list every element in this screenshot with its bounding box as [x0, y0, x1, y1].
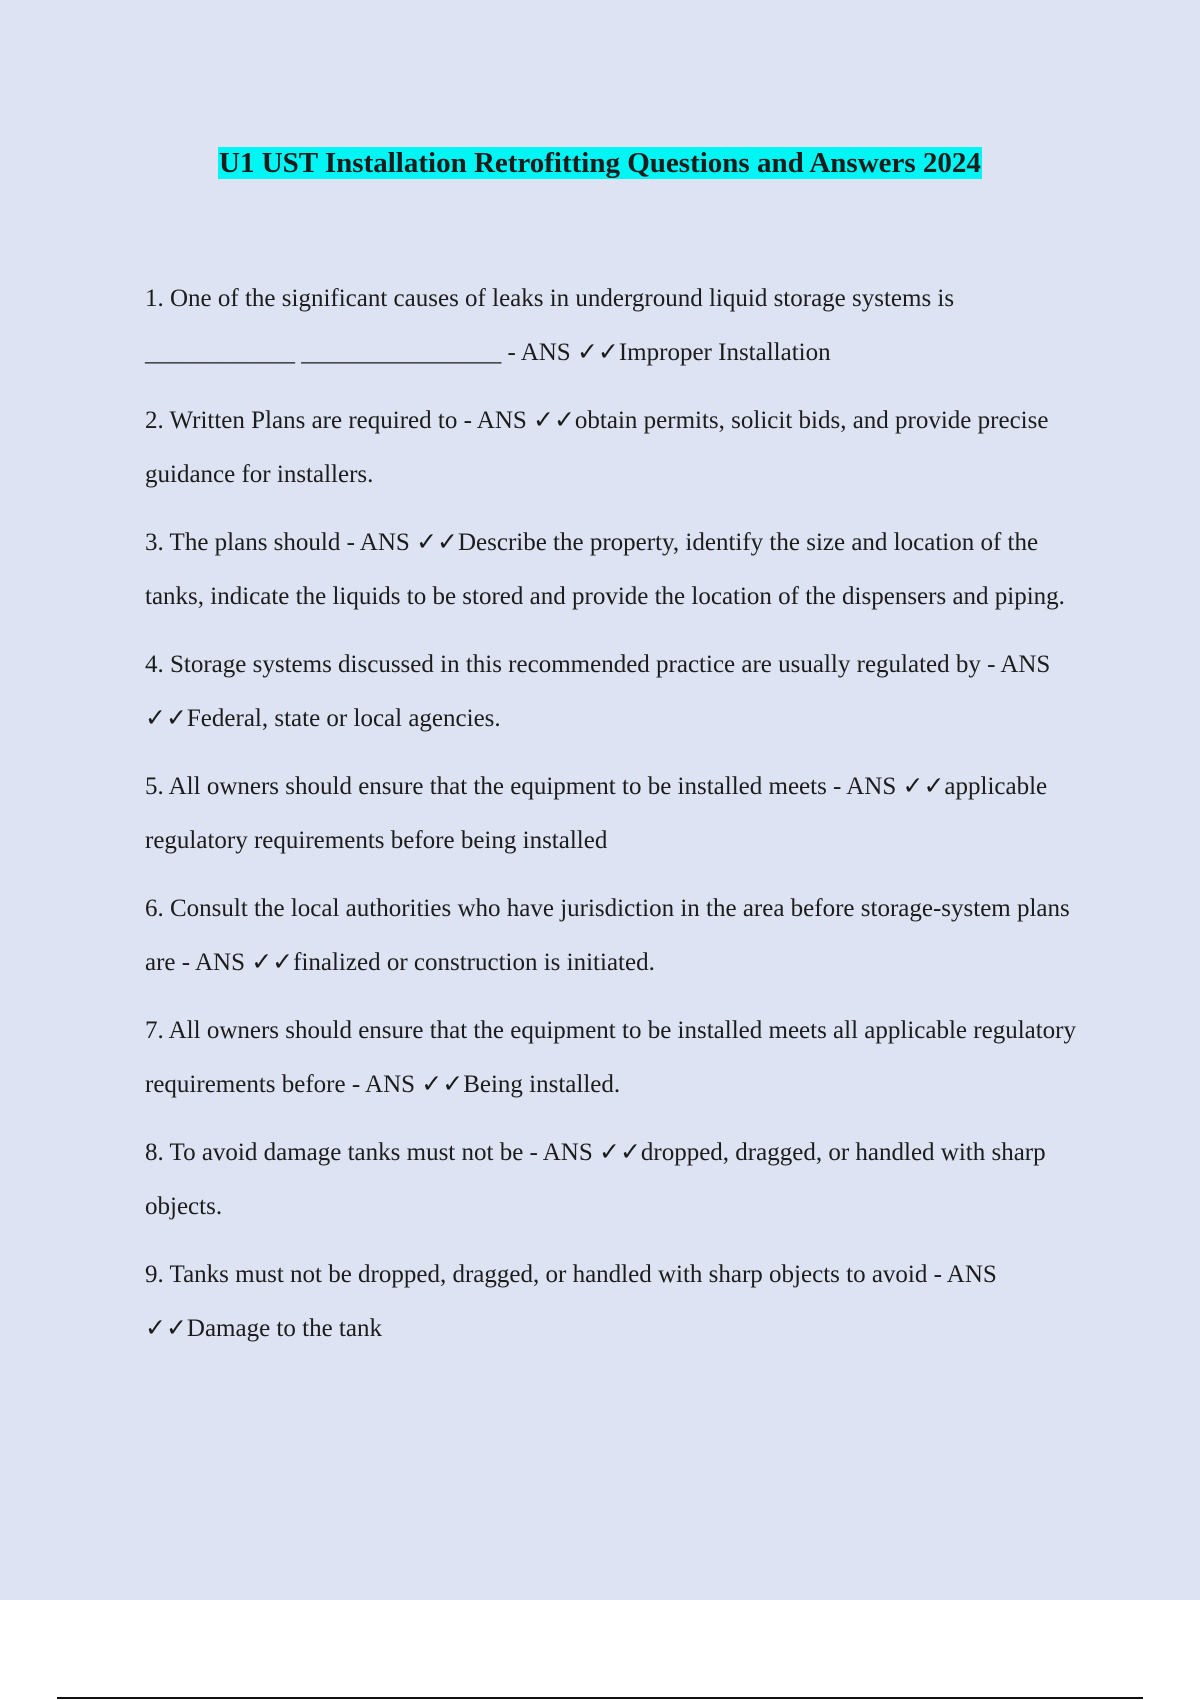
page-title-highlight: U1 UST Installation Retrofitting Questions and Answers 2024: [219, 147, 981, 179]
qa-item-1: 1. One of the significant causes of leaks in underground liquid storage systems is ____________ ________________ - ANS ✓✓Improper Installation: [145, 285, 955, 366]
qa-item-5: 5. All owners should ensure that the equipment to be installed meets - ANS ✓✓applicable regulatory requirements before being installed: [145, 773, 1048, 854]
qa-item-6: 6. Consult the local authorities who have jurisdiction in the area before storage-system plans are - ANS ✓✓finalized or construction is initiated.: [145, 895, 1070, 976]
qa-item-2: 2. Written Plans are required to - ANS ✓✓obtain permits, solicit bids, and provide precise guidance for installers.: [145, 407, 1049, 488]
qa-item-7: 7. All owners should ensure that the equipment to be installed meets all applicable regulatory requirements before - ANS ✓✓Being installed.: [145, 1017, 1077, 1098]
qa-list: [145, 272, 1095, 1370]
footer-divider: [57, 1697, 1143, 1699]
page-title: [0, 144, 1200, 182]
qa-item-3: 3. The plans should - ANS ✓✓Describe the property, identify the size and location of the tanks, indicate the liquids to be stored and provide the location of the dispensers and piping.: [145, 529, 1065, 610]
qa-item-9: 9. Tanks must not be dropped, dragged, or handled with sharp objects to avoid - ANS ✓✓Damage to the tank: [145, 1261, 997, 1342]
qa-item-4: 4. Storage systems discussed in this recommended practice are usually regulated by - ANS ✓✓Federal, state or local agencies.: [145, 651, 1051, 732]
qa-item-8: 8. To avoid damage tanks must not be - ANS ✓✓dropped, dragged, or handled with sharp objects.: [145, 1139, 1046, 1220]
